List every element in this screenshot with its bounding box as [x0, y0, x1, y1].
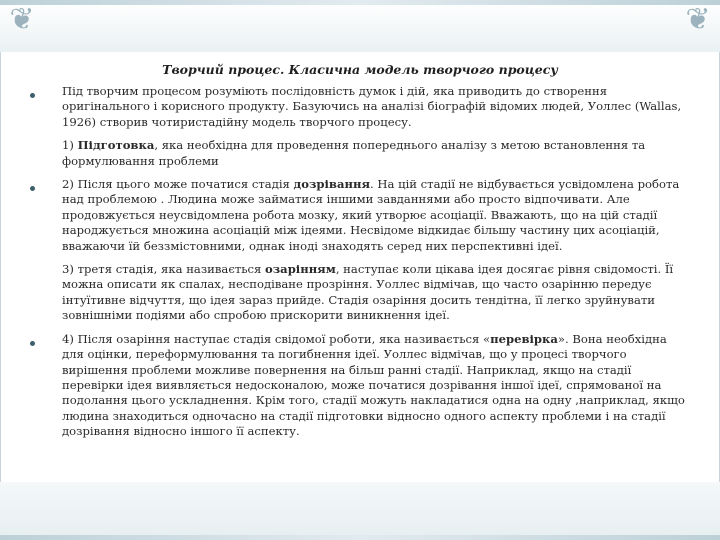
slide-title: Творчий процес. Класична модель творчого процесу	[162, 62, 558, 77]
stage-3-name: озарінням	[265, 262, 336, 277]
stage-2-prefix: 2) Після цього може початися стадія	[62, 177, 294, 192]
stage-2-name: дозрівання	[293, 177, 371, 192]
top-strip	[0, 0, 720, 5]
slide-content	[28, 84, 688, 448]
paragraph-stage-3	[28, 262, 688, 324]
top-decor-band	[0, 0, 720, 52]
stage-4-text	[62, 332, 688, 440]
ornament-left-icon: ❦	[9, 2, 35, 37]
bullet-icon	[30, 186, 35, 191]
stage-2-text	[62, 177, 688, 254]
stage-1-name: Підготовка	[77, 138, 155, 153]
stage-4-description: ». Вона необхідна для оцінки, переформулювання та погибнення ідеї. Уоллес відмічав, що у процесі творчого вирішення проблеми можливе повернення на більш ранні стадії. Наприклад, якщо на стадії перевірки ідея виявляється недосконалою, може початися дозрівання іншої ідеї, спрямованої на подолання цього ускладнення. Крім того, стадії можуть накладатися одна на одну ,наприклад, якщо людина знаходиться одночасно на стадії підготовки відносно одного аспекту проблеми і на стадії дозрівання відносно іншого її аспекту.	[62, 331, 685, 439]
bottom-decor-band	[0, 482, 720, 540]
ornament-right-icon: ❦	[685, 2, 711, 37]
paragraph-stage-1	[28, 138, 688, 169]
stage-1-number: 1)	[62, 138, 78, 153]
bullet-icon	[30, 341, 35, 346]
stage-3-prefix: 3) третя стадія, яка називається	[62, 262, 266, 277]
stage-3-description: , наступає коли цікава ідея досягає рівня свідомості. Її можна описати як спалах, несподіване прозріння. Уоллес відмічав, що часто озарінню передує інтуїтивне відчуття, що ідея зараз прийде. Стадія озаріння досить тендітна, її легко зруйнувати зовнішніми подіями або спробою прискорити виникнення ідеї.	[62, 262, 674, 323]
paragraph-stage-4	[28, 332, 688, 440]
paragraph-intro	[28, 84, 688, 130]
stage-1-description: , яка необхідна для проведення попереднього аналізу з метою встановлення та формулювання проблеми	[62, 138, 646, 168]
stage-2-description: . На цій стадії не відбувається усвідомлена робота над проблемою . Людина може займатися іншими завданнями або просто відпочивати. Але продовжується неусвідомлена робота мозку, який утворює асоціації. Вважають, що на цій стадії народжується множина асоціацій між ідеями. Несвідоме відкидає більшу частину цих асоціацій, вважаючи їй беззмістовними, однак іноді знаходять серед них перспективні ідеї.	[62, 177, 680, 253]
bottom-strip	[0, 535, 720, 540]
intro-text: Під творчим процесом розуміють послідовність думок і дій, яка приводить до створення оригінального і корисного продукту. Базуючись на аналізі біографій відомих людей, Уоллес (Wallas, 1926) створив чотиристадійну модель творчого процесу.	[62, 84, 682, 129]
stage-4-name: перевірка	[490, 331, 558, 346]
stage-3-text	[62, 262, 688, 324]
paragraph-stage-2	[28, 177, 688, 254]
stage-1-text	[62, 138, 688, 169]
bullet-icon	[30, 93, 35, 98]
stage-4-prefix: 4) Після озаріння наступає стадія свідомої роботи, яка називається «	[62, 331, 491, 346]
